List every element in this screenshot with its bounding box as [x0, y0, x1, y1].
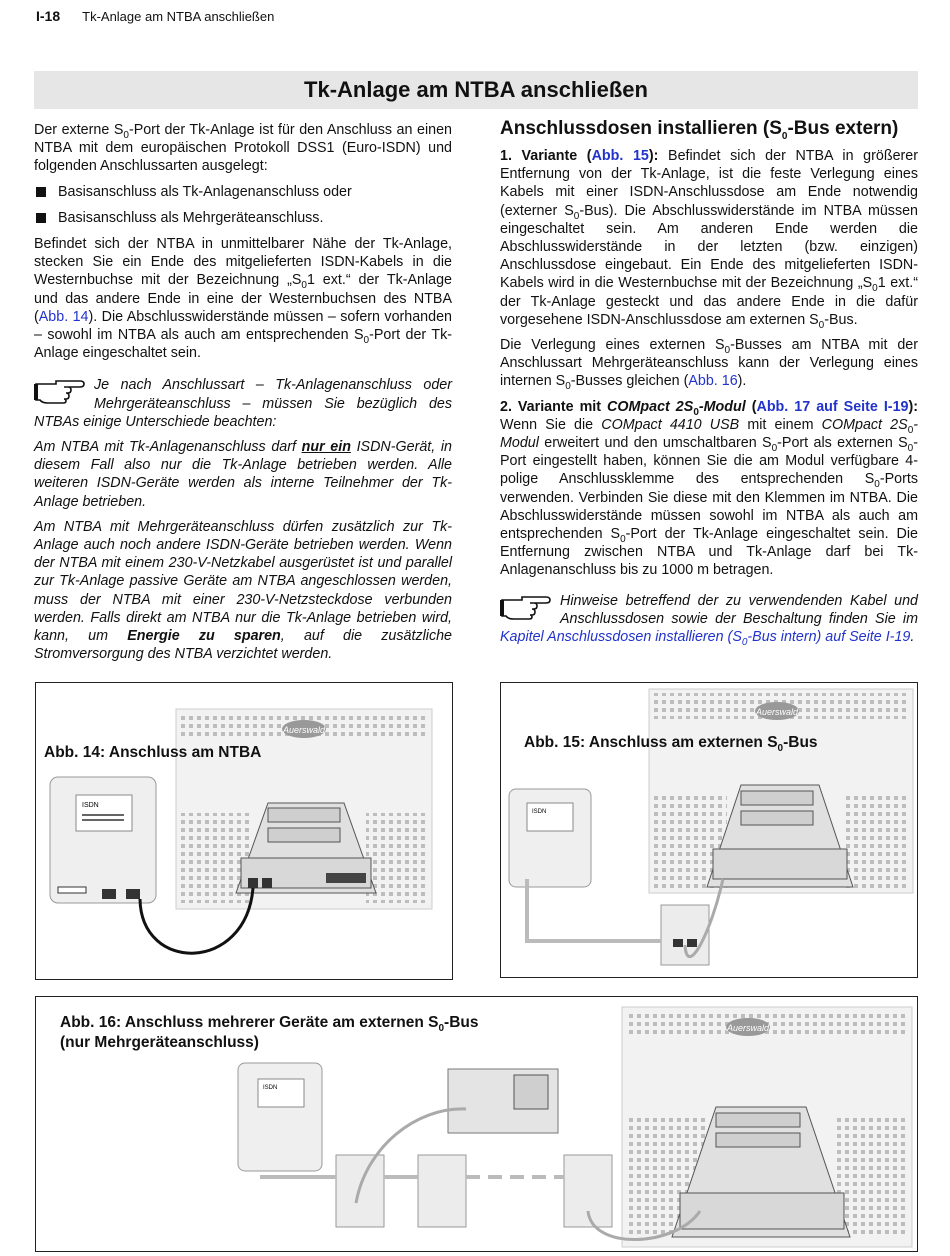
ntba-label: ISDN: [263, 1085, 278, 1091]
list-item: Basisanschluss als Mehrgeräteanschluss.: [34, 209, 452, 227]
page-number: I-18: [36, 8, 61, 24]
link-anschlussdosen-kapitel[interactable]: Kapitel Anschlussdosen installieren ($S_0$-Bus intern) auf Seite I-19: [500, 629, 911, 648]
note-block: [34, 376, 452, 431]
note-block-right: [500, 592, 918, 647]
auerswald-logo: Auerswald: [726, 1023, 770, 1033]
figure-16-caption-line2: (nur Mehrgeräteanschluss): [60, 1034, 259, 1051]
external-bus-illustration: [501, 683, 917, 977]
figure-abb-15: [500, 682, 918, 978]
running-header: [36, 8, 274, 24]
bullet-square-icon: [36, 187, 46, 197]
right-column: [500, 117, 918, 653]
figure-abb-16: [35, 996, 918, 1252]
section-heading: Anschlussdosen installieren ($S_0$-Bus extern): [500, 118, 899, 142]
figure-16-caption: Abb. 16: Anschluss mehrerer Geräte am externen $S_0$-Bus: [60, 1014, 479, 1035]
figure-abb-14: [35, 682, 453, 980]
bus-paragraph: Die Verlegung eines externen $S_0$-Busses am NTBA mit der Anschlussart Mehrgeräteanschluss kann der Verlegung eines internen $S_0$-Busses gleichen (Abb. 16).: [500, 337, 918, 393]
italic-paragraph-1: Am NTBA mit Tk-Anlagenanschluss darf nur ein ISDN-Gerät, in diesem Fall also nur die Tk-Anlage betrieben werden. Alle weiteren ISDN-Geräte werden als interne Teilnehmer der Tk-Anlage betrieben.: [34, 439, 452, 510]
ntba-connection-illustration: [36, 683, 452, 979]
left-column: [34, 121, 452, 670]
list-item: Basisanschluss als Tk-Anlagenanschluss oder: [34, 183, 452, 201]
bullet-square-icon: [36, 213, 46, 223]
variant-1-paragraph: 1. Variante (Abb. 15): Befindet sich der NTBA in größerer Entfernung von der Tk-Anlage, ist die feste Verlegung eines Kabels mit einer ISDN-Anschlussdose am Ende notwendig (externer $S_0-Bus$). Die Abschlusswiderstände im NTBA müssen eingeschaltet sein. Am anderen Ende werden die Abschlusswiderstände in der letzten (bzw. einzigen) Anschlussdose eingebaut. Ein Ende des mitgelieferten ISDN-Kabels wird in die Westernbuchse mit der Bezeichnung $„S_01$ ext.“ der Tk-Anlage gesteckt und das andere Ende in die dafür vorgesehene ISDN-Anschlussdose am externen $S_0$-Bus.: [500, 148, 919, 331]
figure-15-caption: Abb. 15: Anschluss am externen $S_0$-Bus: [524, 734, 818, 755]
link-abb-17[interactable]: Abb. 17 auf Seite I-19: [756, 398, 909, 415]
pointing-hand-icon: [500, 594, 552, 620]
auerswald-logo: Auerswald: [282, 725, 326, 735]
italic-paragraph-2: Am NTBA mit Mehrgeräteanschluss dürfen zusätzlich zur Tk-Anlage auch noch andere ISDN-Geräte betrieben werden. Wenn der NTBA mit einem 230-V-Netzkabel ausgerüstet ist und parallel zur Tk-Anlage passive Geräte am NTBA angeschlossen werden, muss der NTBA mit einer 230-V-Netzsteckdose verbunden werden. Falls direkt am NTBA nur die Tk-Anlage betrieben wird, kann, um Energie zu sparen, auf die zusätzliche Stromversorgung des NTBA verzichtet werden.: [34, 518, 452, 663]
note-text: Hinweise betreffend der zu verwendenden Kabel und Anschlussdosen sowie der Beschaltung finden Sie im Kapitel Anschlussdosen installieren ($S_0$-Bus intern) auf Seite I-19.: [500, 592, 918, 648]
header-title: Tk-Anlage am NTBA anschließen: [82, 9, 275, 24]
ntba-label: ISDN: [532, 809, 547, 815]
link-abb-14[interactable]: Abb. 14: [38, 308, 89, 325]
auerswald-logo: Auerswald: [755, 707, 799, 717]
note-text: Je nach Anschlussart – Tk-Anlagenanschluss oder Mehrgeräteanschluss – müssen Sie bezüglich des NTBAs einige Unterschiede beachten:: [34, 377, 452, 430]
intro-paragraph: Der externe $S_0$-Port der Tk-Anlage ist für den Anschluss an einen NTBA mit dem europäischen Protokoll DSS1 (Euro-ISDN) und folgenden Anschlussarten ausgelegt:: [34, 122, 452, 175]
figure-14-caption: Abb. 14: Anschluss am NTBA: [44, 744, 262, 761]
link-abb-15[interactable]: Abb. 15: [591, 148, 649, 164]
variant-2-paragraph: 2. Variante mit COMpact $2S_0$-Modul (Abb. 17 auf Seite I-19): Wenn Sie die COMpact 4410 USB mit einem COMpact $2S_0$-Modul erweitert und den umschaltbaren $S_0$-Port als externen $S_0$-Port eingestellt haben, können Sie die am Modul verfügbare 4-polige Anschlussklemme des entsprechenden $S_0$-Ports verwenden. Verbinden Sie diese mit den Klemmen im NTBA. Die Abschlusswiderstände müssen sowohl im NTBA als auch am entsprechenden $S_0$-Port der Tk-Anlage eingeschaltet sein. Die Entfernung zwischen NTBA und Tk-Anlage darf bei Tk-Anlagenanschluss bis zu 1000 m betragen.: [500, 398, 919, 579]
connection-paragraph: Befindet sich der NTBA in unmittelbarer Nähe der Tk-Anlage, stecken Sie ein Ende des mitgelieferten ISDN-Kabels in die Westernbuchse mit der Bezeichnung $„S_01$ ext.“ der Tk-Anlage und das andere Ende in eine der Westernbuchsen des NTBA (Abb. 14). Die Abschlusswiderstände müssen – sofern vorhanden – sowohl im NTBA als auch am entsprechenden $S_0$-Port der Tk-Anlage eingeschaltet sein.: [34, 236, 452, 362]
ntba-label: ISDN: [82, 802, 99, 809]
pointing-hand-icon: [34, 378, 86, 404]
link-abb-16[interactable]: Abb. 16: [688, 373, 738, 390]
page-title: Tk-Anlage am NTBA anschließen: [34, 71, 918, 109]
